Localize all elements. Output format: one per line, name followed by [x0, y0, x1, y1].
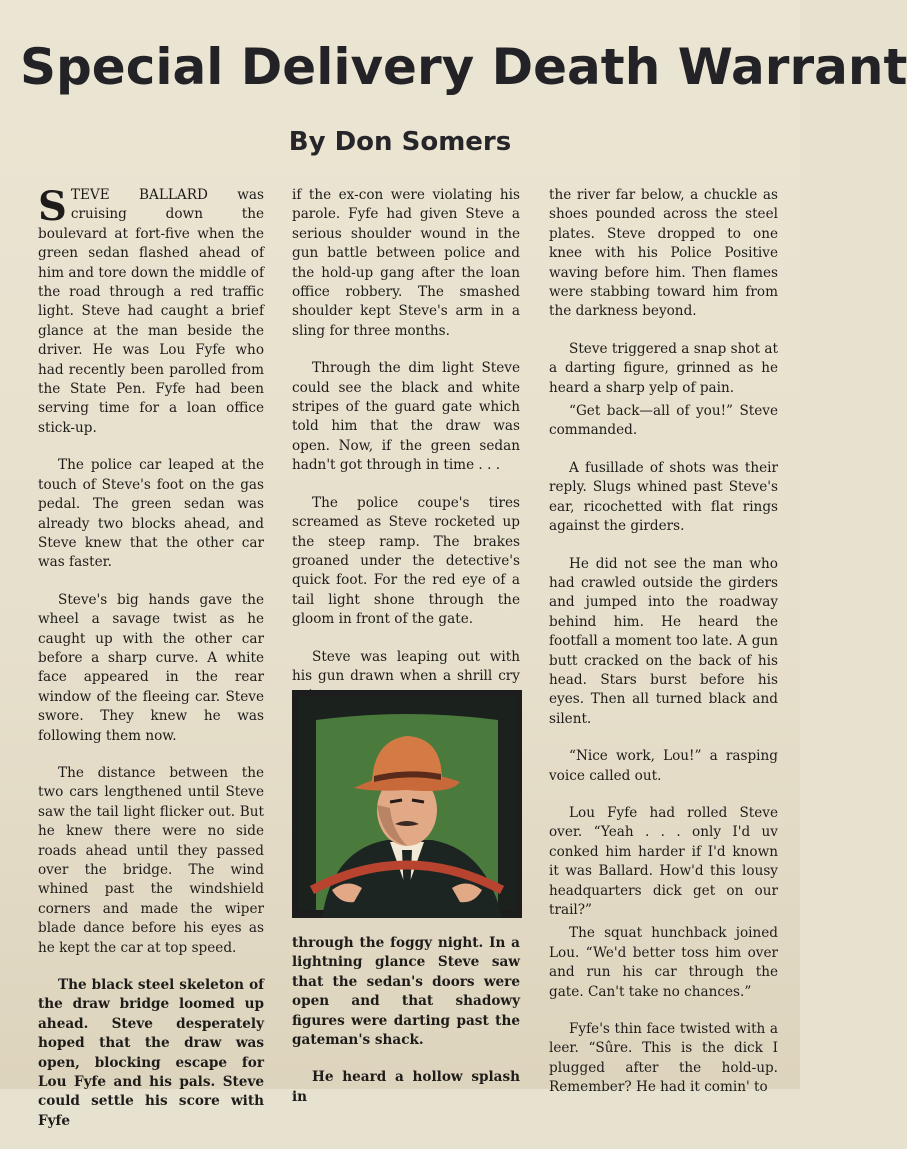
paragraph: Steve was leaping out with his gun drawn when a shrill cry [292, 648, 520, 684]
paragraph: Through the dim light Steve could see the black and white stripes of the guard gate which told him that the draw was open. Now, if the green sedan hadn't got through in time . . . [292, 360, 520, 474]
text-column-1 [38, 183, 264, 1149]
paragraph: The police coupe's tires screamed as Steve rocketed up the steep ramp. The brakes groaned under the detective's quick foot. For the red eye of a tail light shone through the gloom in front of the gate. [292, 494, 520, 628]
paragraph-text: TEVE BALLARD was cruising down the boulevard at fort-five when the green sedan flashed ahead of him and tore down the middle of the road through a red traffic light. Steve had caught a brief glance at the man beside the driver. He was Lou Fyfe who had recently been parolled from the State Pen. Fyfe had been serving time for a loan office stick-up. [38, 187, 264, 436]
paragraph: if the ex-con were violating his parole. Fyfe had given Steve a serious shoulder wound in the gun battle between police and the hold-up gang after the loan office robbery. The smashed shoulder kept Steve's arm in a sling for three months. [292, 187, 520, 339]
paragraph: The squat hunchback joined Lou. “We'd better toss him over and run his car through the gate. Can't take no chances.” [549, 925, 778, 1000]
story-illustration [292, 690, 522, 918]
paragraph: Steve triggered a snap shot at a darting figure, grinned as he heard a sharp yelp of pain. [549, 340, 778, 396]
drop-cap: S [38, 183, 67, 230]
paragraph: Fyfe's thin face twisted with a leer. “Sûre. This is the dick I plugged after the hold-up. Remember? He had it comin' to [549, 1021, 778, 1096]
text-column-2 [292, 186, 520, 724]
paragraph: “Nice work, Lou!” a rasping voice called out. [549, 748, 778, 784]
paragraph: Steve's big hands gave the wheel a savage twist as he caught up with the other car before a sharp curve. A white face appeared in the rear window of the fleeing car. Steve swore. They knew he was following them now. [38, 591, 264, 744]
paragraph: through the foggy night. In a lightning glance Steve saw that the sedan's doors were open and that shadowy figures were darting past the gateman's shack. [292, 935, 520, 1049]
paragraph: “Get back—all of you!” Steve commanded. [549, 403, 778, 439]
text-column-2-continued [292, 934, 520, 1125]
text-column-3 [549, 186, 778, 1116]
paragraph [38, 183, 264, 438]
paragraph: He heard a hollow splash in [292, 1069, 520, 1105]
paragraph: Lou Fyfe had rolled Steve over. “Yeah . . . only I'd uv conked him harder if I'd known it was Ballard. How'd this lousy headquarters dick get on our trail?” [549, 804, 778, 918]
paragraph: A fusillade of shots was their reply. Slugs whined past Steve's ear, ricochetted with flat rings against the girders. [549, 459, 778, 535]
story-title: Special Delivery Death Warrant [20, 38, 907, 96]
paragraph: The distance between the two cars lengthened until Steve saw the tail light flicker out. But he knew there were no side roads ahead until they passed over the bridge. The wind whined past the windshield corners and made the wiper blade dance before his eyes as he kept the car at top speed. [38, 764, 264, 956]
paragraph: He did not see the man who had crawled outside the girders and jumped into the roadway behind him. He heard the footfall a moment too late. A gun butt cracked on the back of his head. Stars burst before his eyes. Then all turned black and silent. [549, 555, 778, 727]
author-byline: By Don Somers [288, 127, 512, 157]
paragraph: the river far below, a chuckle as shoes pounded across the steel plates. Steve dropped to one knee with his Police Positive waving before him. Then flames were stabbing toward him from the darkness beyond. [549, 187, 778, 320]
paragraph: The black steel skeleton of the draw bridge loomed up ahead. Steve desperately hoped that the draw was open, blocking escape for Lou Fyfe and his pals. Steve could settle his score with Fyfe [38, 977, 264, 1129]
paragraph: The police car leaped at the touch of Steve's foot on the gas pedal. The green sedan was already two blocks ahead, and Steve knew that the other car was faster. [38, 457, 264, 571]
